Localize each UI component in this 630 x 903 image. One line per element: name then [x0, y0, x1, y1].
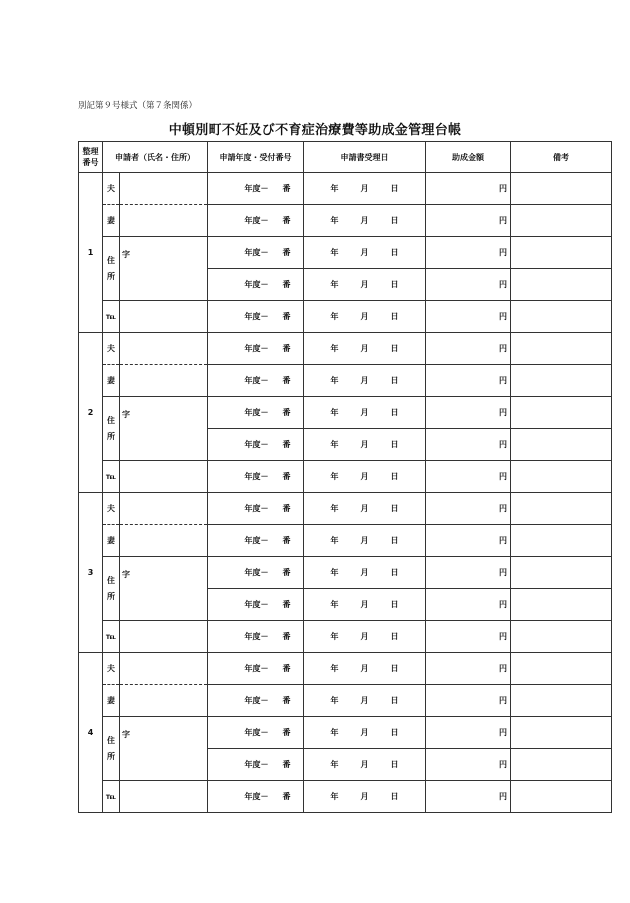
record-row	[79, 621, 612, 653]
year-number-cell: 年度－ 番	[208, 493, 304, 525]
record-row	[79, 397, 612, 429]
receipt-date-cell: 年 月 日	[304, 461, 426, 493]
year-number-cell: 年度－ 番	[208, 621, 304, 653]
amount-cell: 円	[426, 557, 511, 589]
wife-label: 妻	[103, 685, 120, 717]
tel-label: ℡	[103, 781, 120, 813]
document-title: 中頓別町不妊及び不育症治療費等助成金管理台帳	[168, 123, 462, 138]
amount-cell: 円	[426, 525, 511, 557]
note-cell	[511, 493, 612, 525]
note-cell	[511, 429, 612, 461]
header-receipt-date: 申請書受理日	[304, 142, 426, 173]
record-number: 2	[79, 333, 103, 493]
form-caption: 別記第９号様式（第７条関係）	[78, 101, 198, 111]
husband-label: 夫	[103, 493, 120, 525]
husband-name-cell	[120, 173, 208, 205]
amount-cell: 円	[426, 781, 511, 813]
record-row	[79, 685, 612, 717]
record-row	[79, 173, 612, 205]
note-cell	[511, 301, 612, 333]
tel-label: ℡	[103, 301, 120, 333]
year-number-cell: 年度－ 番	[208, 173, 304, 205]
receipt-date-cell: 年 月 日	[304, 205, 426, 237]
receipt-date-cell: 年 月 日	[304, 237, 426, 269]
receipt-date-cell: 年 月 日	[304, 365, 426, 397]
wife-label: 妻	[103, 205, 120, 237]
year-number-cell: 年度－ 番	[208, 685, 304, 717]
record-row	[79, 493, 612, 525]
year-number-cell: 年度－ 番	[208, 461, 304, 493]
year-number-cell: 年度－ 番	[208, 589, 304, 621]
tel-label: ℡	[103, 461, 120, 493]
note-cell	[511, 621, 612, 653]
note-cell	[511, 589, 612, 621]
receipt-date-cell: 年 月 日	[304, 589, 426, 621]
husband-label: 夫	[103, 653, 120, 685]
receipt-date-cell: 年 月 日	[304, 621, 426, 653]
receipt-date-cell: 年 月 日	[304, 269, 426, 301]
amount-cell: 円	[426, 749, 511, 781]
note-cell	[511, 237, 612, 269]
year-number-cell: 年度－ 番	[208, 237, 304, 269]
wife-name-cell	[120, 525, 208, 557]
note-cell	[511, 269, 612, 301]
year-number-cell: 年度－ 番	[208, 749, 304, 781]
year-number-cell: 年度－ 番	[208, 557, 304, 589]
header-amount: 助成金額	[426, 142, 511, 173]
amount-cell: 円	[426, 717, 511, 749]
note-cell	[511, 461, 612, 493]
address-cell: 字	[120, 397, 208, 461]
header-applicant: 申請者（氏名・住所）	[103, 142, 208, 173]
header-note: 備考	[511, 142, 612, 173]
amount-cell: 円	[426, 333, 511, 365]
note-cell	[511, 685, 612, 717]
address-label: 住 所	[103, 557, 120, 621]
amount-cell: 円	[426, 653, 511, 685]
amount-cell: 円	[426, 173, 511, 205]
husband-name-cell	[120, 653, 208, 685]
amount-cell: 円	[426, 397, 511, 429]
record-row	[79, 781, 612, 813]
amount-cell: 円	[426, 269, 511, 301]
amount-cell: 円	[426, 429, 511, 461]
record-row	[79, 557, 612, 589]
receipt-date-cell: 年 月 日	[304, 301, 426, 333]
wife-name-cell	[120, 685, 208, 717]
record-row	[79, 205, 612, 237]
husband-name-cell	[120, 493, 208, 525]
receipt-date-cell: 年 月 日	[304, 717, 426, 749]
receipt-date-cell: 年 月 日	[304, 333, 426, 365]
year-number-cell: 年度－ 番	[208, 653, 304, 685]
amount-cell: 円	[426, 365, 511, 397]
wife-name-cell	[120, 365, 208, 397]
record-row	[79, 333, 612, 365]
husband-name-cell	[120, 333, 208, 365]
year-number-cell: 年度－ 番	[208, 397, 304, 429]
amount-cell: 円	[426, 301, 511, 333]
record-number: 1	[79, 173, 103, 333]
year-number-cell: 年度－ 番	[208, 301, 304, 333]
ledger-table	[78, 141, 612, 813]
header-row	[79, 142, 612, 173]
wife-label: 妻	[103, 365, 120, 397]
receipt-date-cell: 年 月 日	[304, 685, 426, 717]
record-row	[79, 525, 612, 557]
tel-cell	[120, 781, 208, 813]
note-cell	[511, 525, 612, 557]
amount-cell: 円	[426, 589, 511, 621]
note-cell	[511, 205, 612, 237]
note-cell	[511, 365, 612, 397]
year-number-cell: 年度－ 番	[208, 525, 304, 557]
amount-cell: 円	[426, 493, 511, 525]
address-label: 住 所	[103, 717, 120, 781]
year-number-cell: 年度－ 番	[208, 717, 304, 749]
amount-cell: 円	[426, 205, 511, 237]
year-number-cell: 年度－ 番	[208, 365, 304, 397]
address-label: 住 所	[103, 397, 120, 461]
tel-cell	[120, 621, 208, 653]
note-cell	[511, 653, 612, 685]
year-number-cell: 年度－ 番	[208, 205, 304, 237]
wife-name-cell	[120, 205, 208, 237]
wife-label: 妻	[103, 525, 120, 557]
note-cell	[511, 333, 612, 365]
ledger-body	[79, 173, 612, 813]
year-number-cell: 年度－ 番	[208, 333, 304, 365]
amount-cell: 円	[426, 685, 511, 717]
address-cell: 字	[120, 237, 208, 301]
husband-label: 夫	[103, 173, 120, 205]
receipt-date-cell: 年 月 日	[304, 173, 426, 205]
record-row	[79, 653, 612, 685]
receipt-date-cell: 年 月 日	[304, 653, 426, 685]
receipt-date-cell: 年 月 日	[304, 525, 426, 557]
note-cell	[511, 781, 612, 813]
address-cell: 字	[120, 557, 208, 621]
receipt-date-cell: 年 月 日	[304, 749, 426, 781]
amount-cell: 円	[426, 621, 511, 653]
receipt-date-cell: 年 月 日	[304, 781, 426, 813]
receipt-date-cell: 年 月 日	[304, 429, 426, 461]
address-cell: 字	[120, 717, 208, 781]
note-cell	[511, 749, 612, 781]
note-cell	[511, 717, 612, 749]
husband-label: 夫	[103, 333, 120, 365]
record-row	[79, 301, 612, 333]
record-number: 4	[79, 653, 103, 813]
tel-cell	[120, 461, 208, 493]
record-row	[79, 461, 612, 493]
record-number: 3	[79, 493, 103, 653]
amount-cell: 円	[426, 461, 511, 493]
record-row	[79, 365, 612, 397]
header-number: 整理 番号	[79, 142, 103, 173]
tel-label: ℡	[103, 621, 120, 653]
address-label: 住 所	[103, 237, 120, 301]
tel-cell	[120, 301, 208, 333]
record-row	[79, 717, 612, 749]
amount-cell: 円	[426, 237, 511, 269]
year-number-cell: 年度－ 番	[208, 269, 304, 301]
receipt-date-cell: 年 月 日	[304, 493, 426, 525]
note-cell	[511, 173, 612, 205]
note-cell	[511, 397, 612, 429]
receipt-date-cell: 年 月 日	[304, 397, 426, 429]
receipt-date-cell: 年 月 日	[304, 557, 426, 589]
header-year-number: 申請年度・受付番号	[208, 142, 304, 173]
year-number-cell: 年度－ 番	[208, 781, 304, 813]
record-row	[79, 237, 612, 269]
year-number-cell: 年度－ 番	[208, 429, 304, 461]
note-cell	[511, 557, 612, 589]
